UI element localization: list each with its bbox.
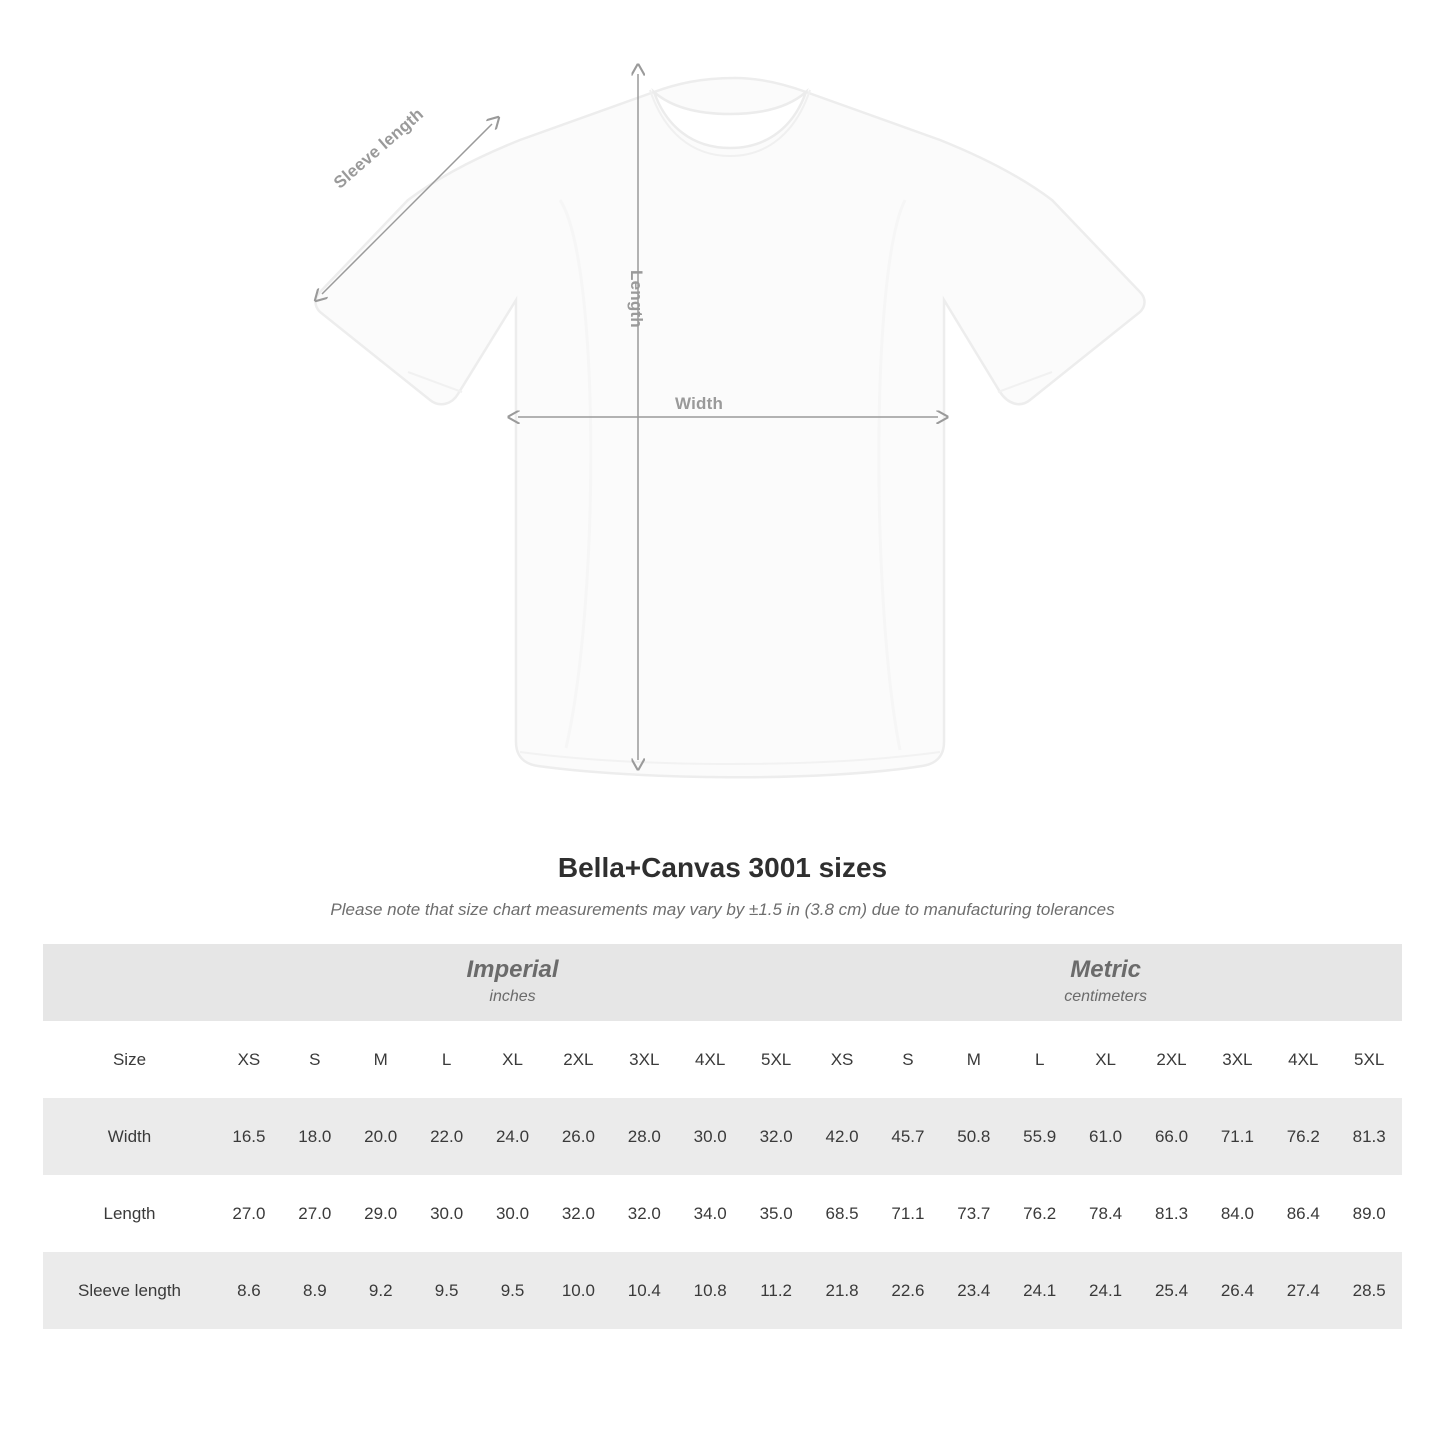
measurement-cell: 8.9	[282, 1252, 348, 1329]
measurement-cell: 66.0	[1139, 1098, 1205, 1175]
unit-system-name: Imperial	[466, 955, 559, 983]
size-column-header: L	[414, 1021, 480, 1098]
size-column-header: 2XL	[545, 1021, 611, 1098]
unit-system-unit: centimeters	[1064, 987, 1147, 1005]
size-column-header: 3XL	[611, 1021, 677, 1098]
measurement-cell: 10.4	[611, 1252, 677, 1329]
measurement-cell: 11.2	[743, 1252, 809, 1329]
measurement-cell: 27.0	[216, 1175, 282, 1252]
measurement-cell: 34.0	[677, 1175, 743, 1252]
size-header-label: Size	[43, 1021, 216, 1098]
size-column-header: 4XL	[1270, 1021, 1336, 1098]
measurement-cell: 27.0	[282, 1175, 348, 1252]
sleeve-length-label: Sleeve length	[330, 104, 428, 193]
table-row	[43, 1252, 1402, 1329]
measurement-cell: 32.0	[743, 1098, 809, 1175]
title-block	[0, 852, 1445, 920]
measurement-cell: 42.0	[809, 1098, 875, 1175]
measurement-cell: 25.4	[1139, 1252, 1205, 1329]
unit-system-cell	[216, 944, 809, 1021]
unit-system-cell	[809, 944, 1402, 1021]
size-column-header: 5XL	[1336, 1021, 1402, 1098]
table-row	[43, 1175, 1402, 1252]
width-label: Width	[675, 394, 724, 413]
size-column-header: 5XL	[743, 1021, 809, 1098]
size-column-header: S	[282, 1021, 348, 1098]
size-column-header: 3XL	[1204, 1021, 1270, 1098]
unit-system-name: Metric	[1070, 955, 1141, 983]
measurement-cell: 68.5	[809, 1175, 875, 1252]
measurement-cell: 73.7	[941, 1175, 1007, 1252]
table-row	[43, 1098, 1402, 1175]
measurement-cell: 71.1	[875, 1175, 941, 1252]
measurement-cell: 81.3	[1336, 1098, 1402, 1175]
measurement-cell: 30.0	[677, 1098, 743, 1175]
length-label: Length	[627, 270, 646, 328]
measurement-cell: 26.4	[1204, 1252, 1270, 1329]
measurement-cell: 16.5	[216, 1098, 282, 1175]
measurement-cell: 32.0	[611, 1175, 677, 1252]
measurement-cell: 27.4	[1270, 1252, 1336, 1329]
measurement-cell: 78.4	[1073, 1175, 1139, 1252]
measurement-cell: 21.8	[809, 1252, 875, 1329]
unit-system-header-row	[43, 944, 1402, 1021]
measurement-cell: 71.1	[1204, 1098, 1270, 1175]
measurement-row-label: Length	[43, 1175, 216, 1252]
measurement-cell: 9.5	[414, 1252, 480, 1329]
size-column-header: XS	[216, 1021, 282, 1098]
measurement-cell: 22.0	[414, 1098, 480, 1175]
measurement-cell: 10.0	[545, 1252, 611, 1329]
tolerance-note: Please note that size chart measurements may vary by ±1.5 in (3.8 cm) due to manufacturing tolerances	[330, 900, 1115, 919]
measurement-cell: 61.0	[1073, 1098, 1139, 1175]
measurement-cell: 30.0	[480, 1175, 546, 1252]
measurement-cell: 45.7	[875, 1098, 941, 1175]
measurement-row-label: Width	[43, 1098, 216, 1175]
size-column-header: L	[1007, 1021, 1073, 1098]
size-header-row	[43, 1021, 1402, 1098]
measurement-cell: 84.0	[1204, 1175, 1270, 1252]
size-table-wrapper	[43, 944, 1402, 1329]
size-table	[43, 944, 1402, 1329]
size-column-header: M	[348, 1021, 414, 1098]
measurement-cell: 29.0	[348, 1175, 414, 1252]
size-column-header: M	[941, 1021, 1007, 1098]
measurement-cell: 24.1	[1007, 1252, 1073, 1329]
unit-system-unit: inches	[489, 987, 536, 1005]
measurement-cell: 26.0	[545, 1098, 611, 1175]
measurement-cell: 76.2	[1270, 1098, 1336, 1175]
measurement-cell: 18.0	[282, 1098, 348, 1175]
size-column-header: 2XL	[1139, 1021, 1205, 1098]
unit-system-corner-cell	[43, 944, 216, 1021]
measurement-cell: 23.4	[941, 1252, 1007, 1329]
measurement-cell: 50.8	[941, 1098, 1007, 1175]
measurement-cell: 24.0	[480, 1098, 546, 1175]
measurement-cell: 28.0	[611, 1098, 677, 1175]
size-column-header: XL	[480, 1021, 546, 1098]
measurement-row-label: Sleeve length	[43, 1252, 216, 1329]
measurement-cell: 9.2	[348, 1252, 414, 1329]
size-column-header: XS	[809, 1021, 875, 1098]
measurement-cell: 30.0	[414, 1175, 480, 1252]
measurement-cell: 24.1	[1073, 1252, 1139, 1329]
measurement-cell: 76.2	[1007, 1175, 1073, 1252]
measurement-cell: 22.6	[875, 1252, 941, 1329]
measurement-cell: 8.6	[216, 1252, 282, 1329]
measurement-cell: 32.0	[545, 1175, 611, 1252]
measurement-cell: 10.8	[677, 1252, 743, 1329]
measurement-cell: 28.5	[1336, 1252, 1402, 1329]
measurement-cell: 89.0	[1336, 1175, 1402, 1252]
shirt-shape	[316, 78, 1145, 777]
measurement-cell: 55.9	[1007, 1098, 1073, 1175]
measurement-cell: 86.4	[1270, 1175, 1336, 1252]
measurement-cell: 35.0	[743, 1175, 809, 1252]
measurement-cell: 9.5	[480, 1252, 546, 1329]
measurement-cell: 81.3	[1139, 1175, 1205, 1252]
size-column-header: S	[875, 1021, 941, 1098]
size-column-header: XL	[1073, 1021, 1139, 1098]
size-column-header: 4XL	[677, 1021, 743, 1098]
measurement-cell: 20.0	[348, 1098, 414, 1175]
page-title: Bella+Canvas 3001 sizes	[557, 852, 888, 883]
